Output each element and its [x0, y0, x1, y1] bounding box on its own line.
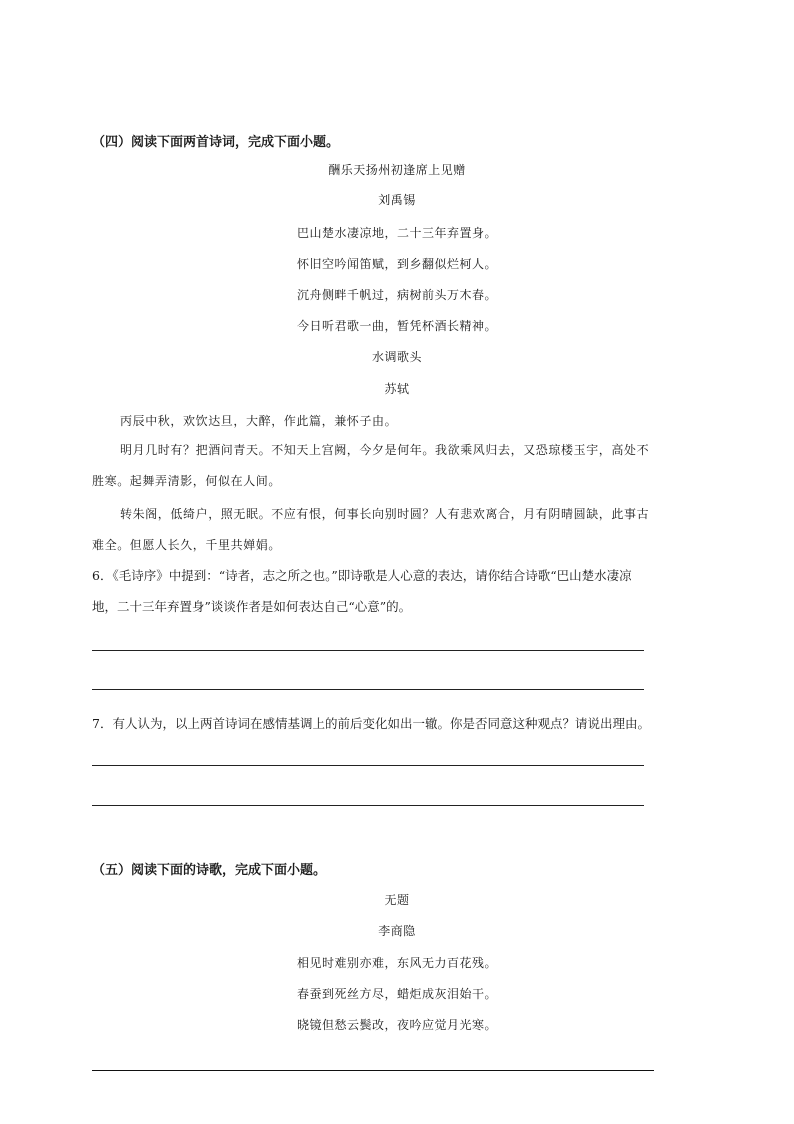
question-7-text: 7．有人认为，以上两首诗词在感情基调上的前后变化如出一辙。你是否同意这种观点？请说出理由。: [92, 716, 650, 731]
poem-3-line: 春蚕到死丝方尽，蜡炬成灰泪始干。: [296, 987, 497, 1001]
section-5-heading: （五）阅读下面的诗歌，完成下面小题。: [92, 863, 327, 878]
poem-1-line: 怀旧空吟闻笛赋，到乡翻似烂柯人。: [296, 257, 497, 271]
bottom-rule: [92, 1070, 654, 1071]
poem-2-title: 水调歌头: [371, 350, 422, 364]
answer-line[interactable]: [92, 689, 644, 690]
question-6-text: 6．《毛诗序》中提到：“诗者，志之所之也。”即诗歌是人心意的表达，请你结合诗歌“巴山楚水凄凉: [92, 568, 632, 583]
poem-3-author: 李商隐: [378, 924, 416, 938]
poem-3-line: 相见时难别亦难，东风无力百花残。: [296, 956, 497, 970]
poem-1-line: 巴山楚水凄凉地，二十三年弃置身。: [296, 226, 497, 240]
poem-2-paragraph-line: 明月几时有？把酒问青天。不知天上宫阙，今夕是何年。我欲乘风归去，又恐琼楼玉宇，高处不: [120, 443, 650, 457]
poem-2-paragraph-line: 转朱阁，低绮户，照无眠。不应有恨，何事长向别时圆？人有悲欢离合，月有阴晴圆缺，此事古: [120, 507, 650, 521]
poem-2-author: 苏轼: [384, 382, 410, 396]
poem-3-line: 晓镜但愁云鬓改，夜吟应觉月光寒。: [296, 1018, 497, 1032]
poem-1-author: 刘禹锡: [378, 193, 416, 207]
poem-1-line: 沉舟侧畔千帆过，病树前头万木春。: [296, 288, 497, 302]
poem-1-line: 今日听君歌一曲，暂凭杯酒长精神。: [296, 319, 497, 333]
answer-line[interactable]: [92, 805, 644, 806]
poem-2-preface: 丙辰中秋，欢饮达旦，大醉，作此篇，兼怀子由。: [120, 414, 398, 428]
question-6-text: 地，二十三年弃置身”谈谈作者是如何表达自己“心意”的。: [92, 599, 412, 614]
poem-3-title: 无题: [384, 893, 410, 907]
answer-line[interactable]: [92, 765, 644, 766]
poem-1-title: 酬乐天扬州初逢席上见赠: [328, 163, 466, 177]
poem-2-paragraph-line: 胜寒。起舞弄清影，何似在人间。: [92, 474, 282, 488]
section-4-heading: （四）阅读下面两首诗词，完成下面小题。: [92, 135, 340, 150]
answer-line[interactable]: [92, 650, 644, 651]
poem-2-paragraph-line: 难全。但愿人长久，千里共婵娟。: [92, 538, 282, 552]
